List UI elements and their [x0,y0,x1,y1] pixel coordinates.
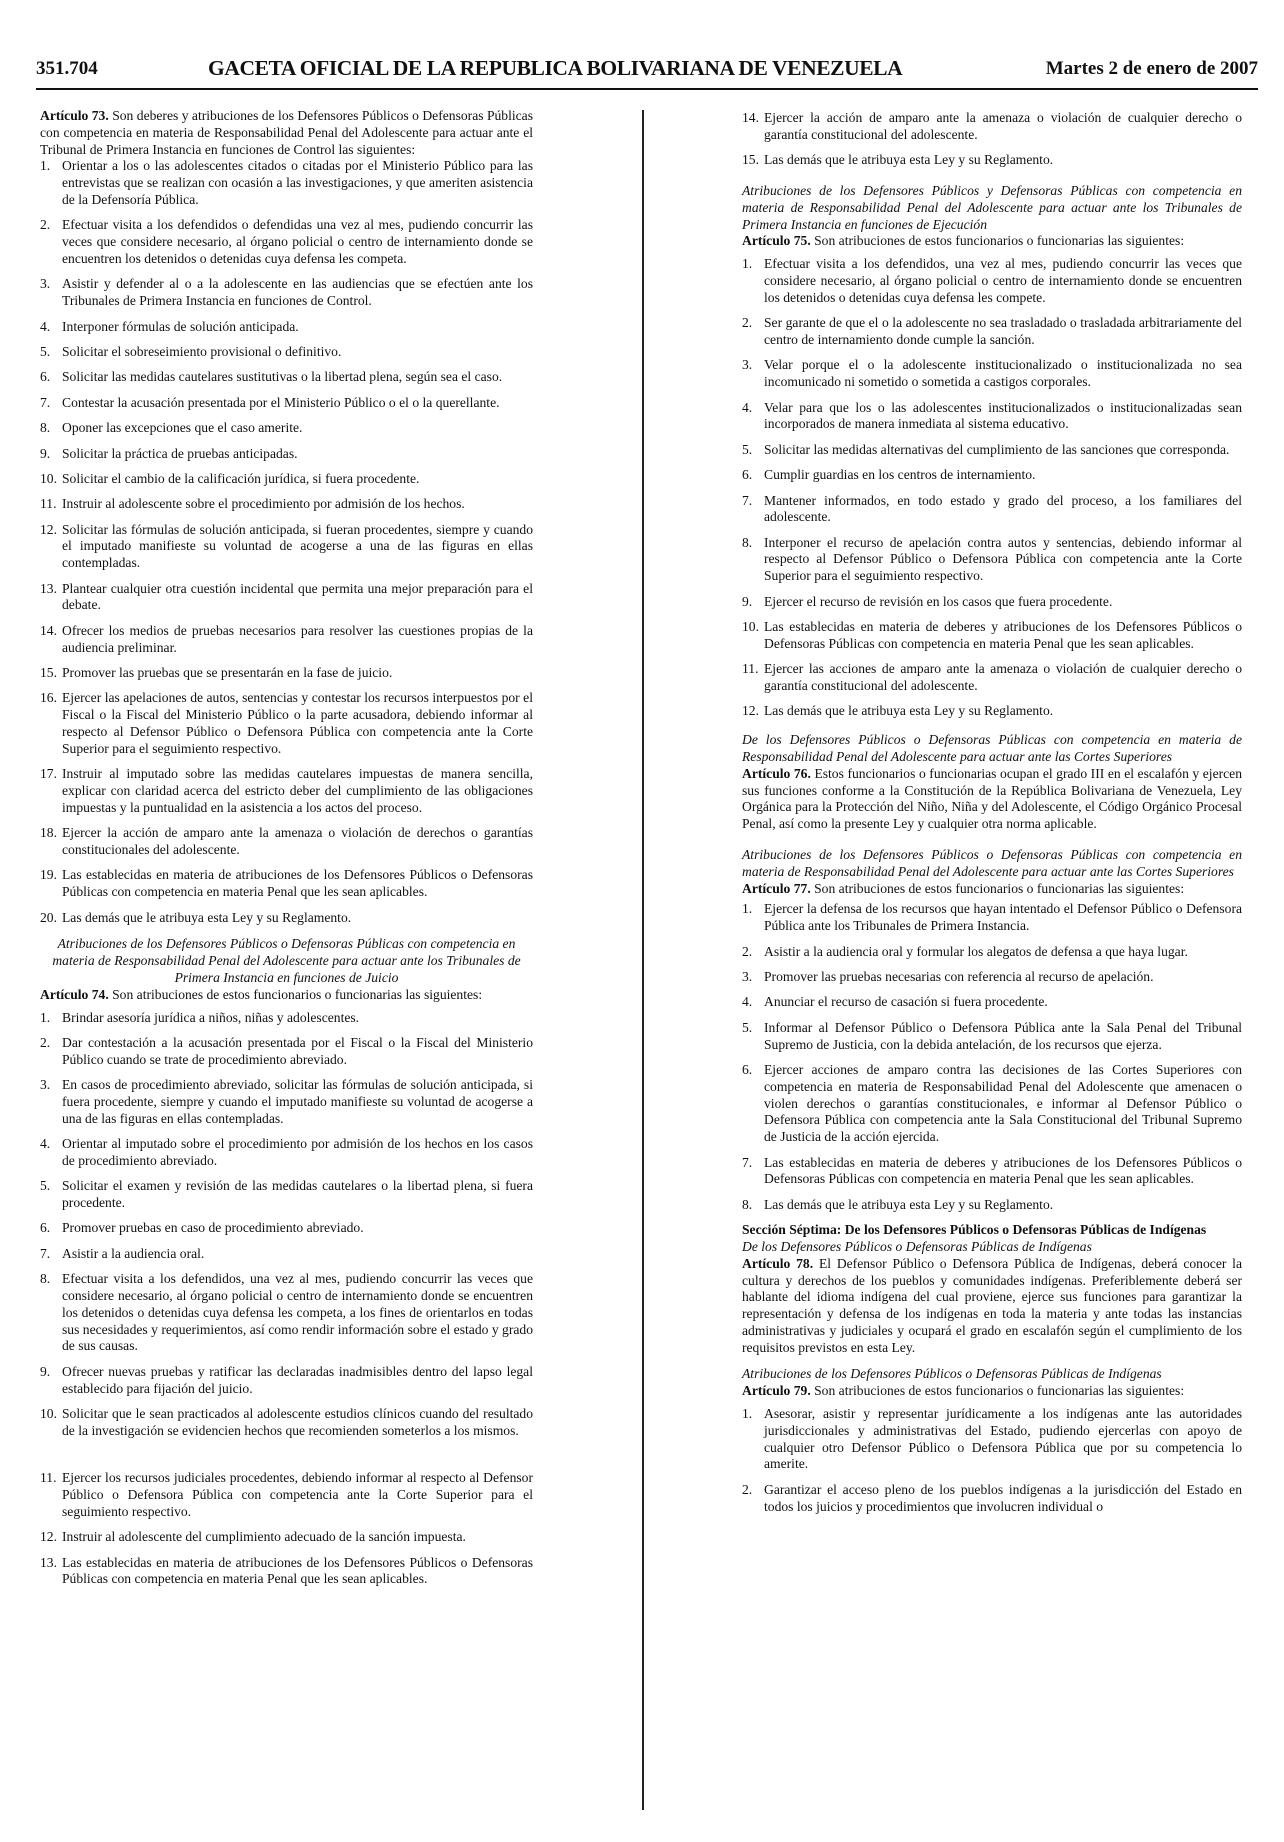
list-item [742,994,1242,1011]
item-text: Plantear cualquier otra cuestión incidental que permita una mejor preparación para el debate. [62,580,533,613]
item-text: Las demás que le atribuya esta Ley y su Reglamento. [764,1196,1054,1212]
item-text: Orientar a los o las adolescentes citados o citadas por el Ministerio Público para las entrevistas que se realizan con ocasión a las investigaciones, y que ameriten asistencia de la Defensoría Pública. [62,158,533,207]
item-number: 4. [40,1136,51,1152]
item-number: 11. [40,1470,57,1486]
item-text: Ejercer el recurso de revisión en los casos que fuera procedente. [764,593,1113,609]
item-number: 9. [742,593,753,609]
right-column [742,110,1242,1524]
masthead [36,58,1258,86]
article-73-list [40,158,533,926]
article-74 [40,987,533,1004]
item-text: Instruir al adolescente sobre el procedimiento por admisión de los hechos. [62,496,465,512]
list-item [742,1406,1242,1473]
item-text: Ofrecer nuevas pruebas y ratificar las declaradas inadmisibles dentro del lapso legal establecido para fijación del juicio. [62,1363,533,1396]
section-heading: Sección Séptima: De los Defensores Públicos o Defensoras Públicas de Indígenas [742,1222,1207,1238]
article-77 [742,881,1242,898]
article-text: El Defensor Público o Defensora Pública de Indígenas, deberá conocer la cultura y derechos de los pueblos y comunidades indígenas. Preferiblemente deberá ser hablante del idioma indígena del cual proviene, ejerce sus funciones para garantizar la representación y defensa de los indígenas en toda la materia y ante todas las instancias administrativas y judiciales y ocupará el grado en escalafón según el cumplimiento de los requisitos previstos en esta Ley. [742,1255,1242,1355]
list-item [40,1406,533,1440]
item-text: Ser garante de que el o la adolescente no sea trasladado o trasladada arbitrariamente del centro de internamiento donde cumple la sanción. [764,315,1242,347]
item-text: Interponer el recurso de apelación contra autos y sentencias, debiendo informar al respecto al Defensor Público o Defensora Pública con competencia ante la Corte Superior para el seguimiento respectivo. [764,534,1242,584]
list-item [742,493,1242,527]
article-74-list-end [742,110,1242,169]
page-number: 351.704 [36,58,98,79]
item-number: 8. [742,534,753,550]
list-item [40,158,533,208]
item-text: Las demás que le atribuya esta Ley y su Reglamento. [764,152,1054,168]
heading-article-79: Atribuciones de los Defensores Públicos o Defensoras Públicas de Indígenas [742,1366,1162,1382]
item-number: 1. [40,158,51,174]
list-item [40,766,533,816]
item-text: Las establecidas en materia de atribuciones de los Defensores Públicos o Defensoras Públicas con competencia en materia Penal que les sean aplicables. [62,867,533,900]
item-text: Instruir al adolescente del cumplimiento adecuado de la sanción impuesta. [62,1529,466,1545]
item-number: 2. [40,1034,51,1050]
item-number: 7. [742,492,753,508]
item-number: 5. [40,343,51,359]
item-number: 5. [742,1019,753,1035]
item-text: Solicitar que le sean practicados al adolescente estudios clínicos cuando del resultado de la investigación se evidencien hechos que recomienden someterlos a los mismos. [62,1406,533,1438]
list-item [742,1020,1242,1054]
list-item [742,110,1242,144]
item-number: 13. [40,580,57,596]
item-text: Las demás que le atribuya esta Ley y su Reglamento. [62,909,352,925]
item-text: Ejercer la acción de amparo ante la amenaza o violación de derechos o garantías constitucionales del adolescente. [62,825,533,857]
heading-article-74: Atribuciones de los Defensores Públicos o Defensoras Públicas con competencia en materia de Responsabilidad Penal del Adolescente para actuar ante los Tribunales de Primera Instancia en funciones de Juicio [52,936,521,985]
list-item [742,1155,1242,1189]
item-number: 4. [742,399,753,415]
item-text: Asistir y defender al o a la adolescente en las audiencias que se efectúen ante los Tribunales de Primera Instancia en funciones de Control. [62,276,533,309]
item-number: 3. [40,1077,51,1093]
list-item [40,665,533,682]
list-item [742,256,1242,306]
item-number: 5. [742,441,753,457]
item-text: Las demás que le atribuya esta Ley y su Reglamento. [764,703,1054,719]
item-number: 7. [742,1154,753,1170]
item-number: 6. [742,1061,753,1077]
item-text: Garantizar el acceso pleno de los pueblos indígenas a la jurisdicción del Estado en todos los juicios y procedimientos que involucren individual o [764,1481,1242,1514]
list-item [742,944,1242,961]
item-number: 8. [40,420,51,436]
item-number: 19. [40,867,57,883]
heading-article-76: De los Defensores Públicos o Defensoras Públicas con competencia en materia de Responsabilidad Penal del Adolescente para actuar ante las Cortes Superiores [742,732,1242,765]
item-number: 20. [40,909,57,925]
item-number: 12. [742,703,759,719]
list-item [742,467,1242,484]
item-number: 4. [742,994,753,1010]
article-text: Son deberes y atribuciones de los Defensores Públicos o Defensoras Públicas con competencia en materia de Responsabilidad Penal del Adolescente para actuar ante el Tribunal de Primera Instancia en funciones de Control las siguientes: [40,108,534,157]
item-number: 5. [40,1178,51,1194]
article-79 [742,1383,1242,1400]
left-column [40,108,533,1597]
item-number: 7. [40,1245,51,1261]
item-text: Ejercer la defensa de los recursos que hayan intentado el Defensor Público o Defensora Pública ante los Tribunales de Primera Instancia. [764,901,1242,934]
item-number: 11. [742,661,759,677]
item-number: 2. [742,315,753,331]
item-text: Orientar al imputado sobre el procedimiento por admisión de los hechos en los casos de procedimiento abreviado. [62,1136,533,1168]
item-number: 14. [40,622,57,638]
item-number: 3. [742,968,753,984]
item-text: Dar contestación a la acusación presentada por el Fiscal o la Fiscal del Ministerio Público cuando se trate de procedimiento abreviado. [62,1034,533,1067]
list-item [742,1062,1242,1146]
list-item [40,1220,533,1237]
list-item [742,619,1242,653]
item-text: Efectuar visita a los defendidos, una vez al mes, pudiendo concurrir las veces que considere necesario, al órgano policial o centro de internamiento donde se encuentren los detenidos o detenidas cuya defensa les compete. [764,256,1242,305]
list-item [742,1482,1242,1516]
item-text: Ejercer acciones de amparo contra las decisiones de las Cortes Superiores con competencia en materia de Responsabilidad Penal del Adolescente que amenacen o violen derechos o garantías constitucionales, e informar al Defensor Público o Defensora Pública con competencia ante la Sala Constitucional del Tribunal Supremo de Justicia de la acción ejercida. [764,1061,1242,1145]
item-number: 2. [742,943,753,959]
item-text: Mantener informados, en todo estado y grado del proceso, a los familiares del adolescente. [764,492,1242,525]
article-label: Artículo 77. [742,880,811,896]
article-79-list [742,1406,1242,1515]
item-number: 16. [40,690,57,706]
item-number: 6. [40,1220,51,1236]
item-text: Asistir a la audiencia oral. [62,1245,205,1261]
article-text: Son atribuciones de estos funcionarios o funcionarias las siguientes: [814,1383,1185,1399]
article-label: Artículo 78. [742,1255,814,1271]
item-number: 18. [40,825,57,841]
article-75-list [742,256,1242,720]
list-item [40,1470,533,1520]
item-number: 8. [742,1196,753,1212]
article-78 [742,1256,1242,1357]
item-text: Solicitar las fórmulas de solución anticipada, si fueran procedentes, siempre y cuando el imputado manifieste su voluntad de acogerse a una de las figuras en ellas contempladas. [62,521,533,571]
list-item [742,535,1242,585]
list-item [742,315,1242,349]
list-item [40,825,533,859]
item-text: Promover las pruebas que se presentarán en la fase de juicio. [62,665,393,681]
item-number: 10. [40,470,57,486]
gazette-title: GACETA OFICIAL DE LA REPUBLICA BOLIVARIANA DE VENEZUELA [208,56,903,80]
item-text: Promover pruebas en caso de procedimiento abreviado. [62,1220,364,1236]
list-item [40,1271,533,1355]
list-item [40,690,533,757]
list-item [742,1197,1242,1214]
article-text: Estos funcionarios o funcionarias ocupan el grado III en el escalafón y ejercen sus funciones conforme a la Constitución de la República Bolivariana de Venezuela, Ley Orgánica para la Protección del Niño, Niña y del Adolescente, el Código Orgánico Procesal Penal, así como la presente Ley y cualquier otra norma aplicable. [742,765,1243,832]
list-item [40,581,533,615]
article-text: Son atribuciones de estos funcionarios o funcionarias las siguientes: [814,233,1185,249]
list-item [742,661,1242,695]
list-item [40,446,533,463]
item-number: 15. [40,665,57,681]
item-number: 1. [742,901,753,917]
item-number: 8. [40,1271,51,1287]
item-text: Instruir al imputado sobre las medidas cautelares impuestas de manera sencilla, explicar con claridad acerca del estricto deber del cumplimiento de las obligaciones impuestas y la puntualidad en la asistencia a los actos del proceso. [62,766,533,815]
article-label: Artículo 79. [742,1383,811,1399]
item-number: 17. [40,766,57,782]
article-75 [742,233,1242,250]
list-item [40,217,533,267]
list-item [40,344,533,361]
list-item [40,496,533,513]
item-text: Las establecidas en materia de deberes y atribuciones de los Defensores Públicos o Defensoras Públicas con competencia en materia Penal que les sean aplicables. [764,619,1242,651]
item-text: Informar al Defensor Público o Defensora Pública ante la Sala Penal del Tribunal Supremo de Justicia, con la debida antelación, de los recursos que ejerza. [764,1019,1242,1052]
item-text: Efectuar visita a los defendidos o defendidas una vez al mes, pudiendo concurrir las veces que considere necesario, al órgano policial o centro de internamiento donde se encuentren los detenidos o detenidas cuya defensa les competa. [62,217,533,266]
item-text: Ofrecer los medios de pruebas necesarios para resolver las cuestiones propias de la audiencia preliminar. [62,622,533,655]
issue-date: Martes 2 de enero de 2007 [1045,58,1258,79]
list-item [40,1555,533,1589]
item-number: 10. [742,619,759,635]
article-74-list [40,1010,533,1440]
item-text: Asesorar, asistir y representar jurídicamente a los indígenas ante las autoridades jurisdiccionales y administrativas del Estado, pudiendo ejercerlas con apoyo de cualquier otro Defensor Público o Defensora Pública que por su competencia lo amerite. [764,1406,1242,1472]
list-item [40,867,533,901]
item-number: 15. [742,152,759,168]
item-number: 2. [742,1481,753,1497]
list-item [40,1246,533,1263]
heading-article-77: Atribuciones de los Defensores Públicos o Defensoras Públicas con competencia en materia de Responsabilidad Penal del Adolescente para actuar ante las Cortes Superiores [742,847,1242,879]
item-text: Ejercer la acción de amparo ante la amenaza o violación de cualquier derecho o garantía constitucional del adolescente. [764,110,1242,142]
item-text: Cumplir guardias en los centros de internamiento. [764,467,1036,483]
item-number: 10. [40,1406,57,1422]
article-77-list [742,901,1242,1213]
article-label: Artículo 73. [40,108,109,123]
heading-article-75: Atribuciones de los Defensores Públicos y Defensoras Públicas con competencia en materia de Responsabilidad Penal del Adolescente para actuar ante los Tribunales de Primera Instancia en funciones de Ejecución [742,182,1242,232]
item-text: Ejercer los recursos judiciales procedentes, debiendo informar al respecto al Defensor Público o Defensora Pública con competencia ante la Corte Superior para el seguimiento respectivo. [62,1470,533,1519]
item-number: 6. [742,467,753,483]
list-item [40,522,533,572]
article-text: Son atribuciones de estos funcionarios o funcionarias las siguientes: [814,880,1185,896]
item-text: Interponer fórmulas de solución anticipada. [62,318,299,334]
item-text: Solicitar las medidas alternativas del cumplimiento de las sanciones que corresponda. [764,441,1230,457]
item-number: 1. [742,256,753,272]
list-item [40,623,533,657]
article-74-list-continued [40,1470,533,1588]
list-item [40,1010,533,1027]
item-text: En casos de procedimiento abreviado, solicitar las fórmulas de solución anticipada, si fuera procedente, siempre y cuando el imputado manifieste su voluntad de acogerse a una de las figuras en ellas contempladas. [62,1077,533,1126]
list-item [40,1364,533,1398]
article-73 [40,108,533,158]
list-item [40,369,533,386]
list-item [742,969,1242,986]
item-text: Solicitar la práctica de pruebas anticipadas. [62,445,298,461]
item-text: Efectuar visita a los defendidos, una vez al mes, pudiendo concurrir las veces que considere necesario, al órgano policial o centro de internamiento donde se encuentren los detenidos o detenidas cuya defensa les competa, a los fines de orientarlos en todas sus necesidades y requerimientos, así como rendir información sobre el estado y grado de sus causas. [62,1271,533,1354]
list-item [40,1529,533,1546]
item-number: 11. [40,496,57,512]
item-text: Las establecidas en materia de atribuciones de los Defensores Públicos o Defensoras Públicas con competencia en materia Penal que les sean aplicables. [62,1554,533,1587]
item-number: 13. [40,1554,57,1570]
item-text: Oponer las excepciones que el caso amerite. [62,420,303,436]
list-item [742,400,1242,434]
item-text: Brindar asesoría jurídica a niños, niñas y adolescentes. [62,1009,360,1025]
item-text: Anunciar el recurso de casación si fuera procedente. [764,994,1048,1010]
list-item [742,357,1242,391]
item-text: Las establecidas en materia de deberes y atribuciones de los Defensores Públicos o Defensoras Públicas con competencia en materia Penal que les sean aplicables. [764,1154,1242,1187]
article-76 [742,766,1242,833]
item-text: Solicitar las medidas cautelares sustitutivas o la libertad plena, según sea el caso. [62,369,503,385]
list-item [40,420,533,437]
header-rule [36,88,1258,90]
list-item [40,276,533,310]
article-label: Artículo 74. [40,986,109,1002]
item-text: Asistir a la audiencia oral y formular los alegatos de defensa a que haya lugar. [764,943,1188,959]
item-number: 1. [742,1406,753,1422]
list-item [40,1178,533,1212]
item-number: 4. [40,318,51,334]
list-item [742,442,1242,459]
item-number: 9. [40,1363,51,1379]
item-text: Solicitar el cambio de la calificación jurídica, si fuera procedente. [62,470,420,486]
item-text: Solicitar el examen y revisión de las medidas cautelares o la libertad plena, si fuera procedente. [62,1178,533,1211]
article-text: Son atribuciones de estos funcionarios o funcionarias las siguientes: [112,986,483,1002]
item-number: 3. [40,276,51,292]
list-item [40,1077,533,1127]
list-item [40,319,533,336]
list-item [742,594,1242,611]
spacer [40,1448,533,1470]
list-item [40,471,533,488]
item-text: Ejercer las acciones de amparo ante la amenaza o violación de cualquier derecho o garantía constitucional del adolescente. [764,661,1242,694]
heading-article-78: De los Defensores Públicos o Defensoras Públicas de Indígenas [742,1238,1092,1254]
item-number: 7. [40,394,51,410]
list-item [742,152,1242,169]
item-number: 6. [40,369,51,385]
column-divider [642,110,644,1810]
item-number: 12. [40,1529,57,1545]
list-item [40,1136,533,1170]
list-item [40,910,533,927]
item-number: 3. [742,357,753,373]
item-text: Solicitar el sobreseimiento provisional o definitivo. [62,343,342,359]
item-number: 9. [40,445,51,461]
item-number: 1. [40,1009,51,1025]
item-text: Velar porque el o la adolescente institucionalizado o institucionalizada no sea incomunicado ni sometido o sometida a castigos corporales. [764,357,1242,390]
list-item [40,1035,533,1069]
list-item [742,703,1242,720]
item-text: Ejercer las apelaciones de autos, sentencias y contestar los recursos interpuestos por el Fiscal o la Fiscal del Ministerio Público o la parte acusadora, debiendo informar al respecto al Defensor Público o Defensora Pública con competencia ante la Corte Superior para el seguimiento respectivo. [62,690,533,756]
item-text: Promover las pruebas necesarias con referencia al recurso de apelación. [764,968,1154,984]
list-item [742,901,1242,935]
item-text: Velar para que los o las adolescentes institucionalizados o institucionalizadas sean incorporados de manera inmediata al sistema educativo. [764,399,1242,432]
list-item [40,395,533,412]
item-number: 12. [40,521,57,537]
article-label: Artículo 75. [742,233,811,249]
article-label: Artículo 76. [742,765,811,781]
item-text: Contestar la acusación presentada por el Ministerio Público o el o la querellante. [62,394,500,410]
item-number: 14. [742,110,759,125]
item-number: 2. [40,217,51,233]
